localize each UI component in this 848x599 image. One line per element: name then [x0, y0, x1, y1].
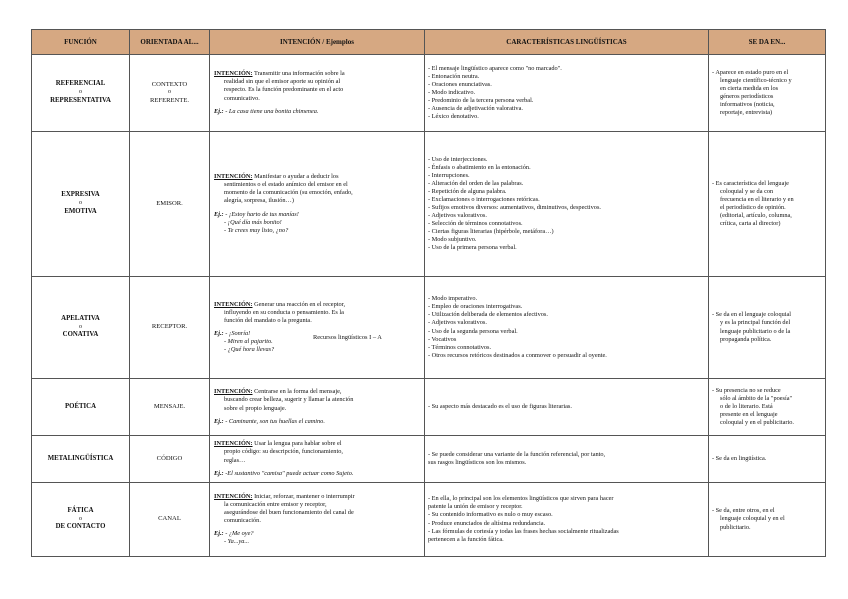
- caracteristica-item: - Uso de la segunda persona verbal.: [428, 327, 518, 335]
- intencion-cell: [210, 483, 425, 557]
- se-da-en-line: reportaje, entrevista): [720, 109, 773, 117]
- caracteristica-item: - Vocativos: [428, 335, 457, 343]
- se-da-en-cell: [709, 436, 826, 483]
- se-da-en-line: coloquial y en el publicitario.: [720, 419, 794, 427]
- caracteristicas-cell: [425, 379, 709, 436]
- header-caracteristicas: CARACTERÍSTICAS LINGÜÍSTICAS: [425, 30, 709, 55]
- se-da-en-line: publicitario.: [720, 523, 751, 531]
- caracteristicas-cell: [425, 132, 709, 277]
- funcion-cell: [32, 436, 130, 483]
- orientada-line: EMISOR.: [156, 199, 183, 207]
- funcion-cell: [32, 483, 130, 557]
- se-da-en-line: y es la principal función del: [720, 319, 791, 327]
- caracteristica-item: - Modo indicativo.: [428, 88, 476, 96]
- orientada-line: CANAL: [158, 515, 181, 523]
- caracteristica-item: - Se puede considerar una variante de la función referencial, por tanto,: [428, 450, 606, 458]
- intencion-cell: [210, 132, 425, 277]
- ejemplo-text: - ¡Estoy harto de tus manías!: [223, 210, 299, 218]
- intencion-cell: [210, 55, 425, 132]
- caracteristica-item: - Ciertas figuras literarias (hipérbole, metáfora…): [428, 228, 554, 236]
- intencion-first-line: [214, 301, 421, 309]
- se-da-en-line: sólo al ámbito de la "poesía": [720, 394, 793, 402]
- intencion-cell: [210, 436, 425, 483]
- intencion-text: Generar una reacción en el receptor,: [252, 300, 346, 308]
- funcion-line: EMOTIVA: [64, 207, 97, 215]
- caracteristica-item: - Léxico denotativo.: [428, 113, 479, 121]
- intencion-first-line: [214, 440, 421, 448]
- header-intencion: INTENCIÓN / Ejemplos: [210, 30, 425, 55]
- intencion-cell: [210, 379, 425, 436]
- caracteristica-item: patente la unión de emisor y receptor.: [428, 503, 523, 511]
- caracteristicas-cell: [425, 277, 709, 379]
- se-da-en-line: el periodístico de opinión.: [720, 204, 786, 211]
- ejemplo-text: - ¡Sonría!: [223, 330, 251, 337]
- se-da-en-line: - Es característica del lenguaje: [712, 179, 789, 187]
- se-da-en-line: lenguaje coloquial y en el: [720, 515, 785, 523]
- table-row: [32, 436, 826, 483]
- intencion-cell: [210, 277, 425, 379]
- ejemplo-label: Ej.:: [214, 107, 224, 115]
- se-da-en-line: - Se da, entre otros, en el: [712, 507, 775, 515]
- se-da-en-cell: [709, 55, 826, 132]
- ejemplo-line: - Miren al pajarito.: [224, 338, 273, 346]
- ejemplo-text: - La casa tiene una bonita chimenea.: [223, 107, 319, 115]
- se-da-en-line: en cierta medida en los: [720, 84, 779, 92]
- orientada-line: MENSAJE.: [153, 402, 186, 410]
- orientada-line: CÓDIGO: [156, 454, 183, 462]
- intencion-line: respecto. Es la función predominante en el acto: [224, 86, 344, 94]
- ejemplo-label: Ej.:: [214, 210, 224, 218]
- caracteristica-item: - Produce enunciados de altísima redundancia.: [428, 519, 546, 527]
- caracteristica-item: - Adjetivos valorativos.: [428, 319, 487, 327]
- funcion-line: FÁTICA: [67, 506, 94, 514]
- table-row: [32, 379, 826, 436]
- se-da-en-line: presente en el lenguaje: [720, 411, 778, 419]
- ejemplo-first-line: [214, 470, 421, 478]
- caracteristica-item: - Utilización deliberada de elementos afectivos.: [428, 311, 548, 319]
- orientada-cell: [130, 132, 210, 277]
- intencion-line: momento de la comunicación (su emoción, enfado,: [224, 189, 353, 197]
- intencion-line: comunicativo.: [224, 94, 260, 102]
- se-da-en-line: lenguaje científico-técnico y: [720, 76, 792, 84]
- intencion-label: INTENCIÓN:: [214, 388, 253, 396]
- header-se-da-en: SE DA EN...: [709, 30, 826, 55]
- funcion-line: POÉTICA: [65, 402, 96, 410]
- se-da-en-line: o de lo literario. Está: [720, 402, 773, 410]
- se-da-en-line: lenguaje publicitario o de la: [720, 327, 791, 335]
- caracteristica-item: - Sufijos emotivos diversos: aumentativos, diminutivos, despectivos.: [428, 204, 601, 211]
- intencion-line: sentimientos o el estado anímico del emisor en el: [224, 181, 348, 189]
- orientada-line: CONTEXTO: [151, 80, 188, 88]
- caracteristica-item: - Modo subjuntivo.: [428, 236, 477, 244]
- caracteristica-item: - Predominio de la tercera persona verbal.: [428, 97, 534, 105]
- funcion-cell: [32, 277, 130, 379]
- overlapping-footer-text: Recursos lingüísticos I – A: [313, 334, 382, 341]
- funcion-line: DE CONTACTO: [55, 523, 106, 531]
- intencion-line: buscando crear belleza, sugerir y llamar la atención: [224, 396, 354, 404]
- intencion-first-line: [214, 173, 421, 181]
- se-da-en-line: propaganda política.: [720, 335, 772, 343]
- caracteristicas-cell: [425, 436, 709, 483]
- se-da-en-cell: [709, 379, 826, 436]
- orientada-line: REFERENTE.: [149, 96, 189, 104]
- caracteristica-item: - Ausencia de adjetivación valorativa.: [428, 105, 523, 113]
- intencion-label: INTENCIÓN:: [214, 440, 253, 448]
- ejemplo-first-line: [214, 211, 421, 219]
- orientada-line: o: [168, 89, 171, 96]
- intencion-label: INTENCIÓN:: [214, 173, 253, 181]
- table-row: [32, 55, 826, 132]
- caracteristica-item: - Su aspecto más destacado es el uso de figuras literarias.: [428, 402, 572, 410]
- caracteristica-item: sus rasgos lingüísticos son los mismos.: [428, 459, 527, 466]
- intencion-line: sobre el propio lenguaje.: [224, 404, 287, 412]
- funcion-line: REPRESENTATIVA: [50, 96, 111, 104]
- funcion-line: APELATIVA: [61, 314, 100, 322]
- intencion-line: asegurándose del buen funcionamiento del canal de: [224, 508, 354, 516]
- caracteristicas-cell: [425, 55, 709, 132]
- caracteristica-item: - Oraciones enunciativas.: [428, 80, 492, 88]
- intencion-line: propio código: su descripción, funcionamiento,: [224, 448, 343, 456]
- caracteristica-item: - Las fórmulas de cortesía y todas las frases hechas socialmente ritualizadas: [428, 527, 619, 535]
- intencion-line: reglas…: [224, 456, 246, 464]
- intencion-text: Transmitir una información sobre la: [252, 70, 345, 78]
- funcion-line: METALINGÜÍSTICA: [47, 454, 114, 462]
- intencion-line: la comunicación entre emisor y receptor,: [224, 500, 327, 508]
- caracteristica-item: - Selección de términos connotativos.: [428, 220, 523, 228]
- ejemplo-line: - Ya...ya...: [224, 538, 250, 546]
- ejemplo-label: Ej.:: [214, 417, 224, 425]
- caracteristica-item: - Exclamaciones o interrogaciones retóricas.: [428, 195, 540, 203]
- intencion-text: Usar la lengua para hablar sobre el: [252, 440, 342, 448]
- funcion-line: o: [79, 323, 82, 330]
- intencion-line: función del mandato o la pregunta.: [224, 316, 312, 324]
- se-da-en-line: - Se da en el lenguaje coloquial: [712, 311, 792, 319]
- se-da-en-line: - Se da en lingüística.: [712, 454, 767, 462]
- caracteristicas-cell: [425, 483, 709, 557]
- funcion-line: o: [79, 200, 82, 207]
- ejemplo-label: Ej.:: [214, 330, 224, 337]
- caracteristica-item: - Su contenido informativo es nulo o muy escaso.: [428, 511, 553, 519]
- header-orientada: ORIENTADA AL...: [130, 30, 210, 55]
- caracteristica-item: - Otros recursos retóricos destinados a conmover o persuadir al oyente.: [428, 351, 607, 359]
- orientada-cell: [130, 277, 210, 379]
- funcion-line: EXPRESIVA: [61, 191, 100, 199]
- orientada-line: RECEPTOR.: [151, 323, 188, 331]
- ejemplo-text: -El sustantivo "camisa" puede actuar como Sujeto.: [223, 469, 354, 477]
- functions-table: [31, 29, 826, 557]
- table-row: [32, 483, 826, 557]
- intencion-text: Manifestar o ayudar a deducir los: [252, 173, 339, 181]
- caracteristica-item: - Uso de la primera persona verbal.: [428, 244, 517, 252]
- intencion-line: alegría, sorpresa, ilusión…): [224, 197, 294, 205]
- se-da-en-line: coloquial y se da con: [720, 187, 774, 195]
- ejemplo-line: - Te crees muy listo, ¿no?: [224, 226, 289, 234]
- intencion-label: INTENCIÓN:: [214, 300, 253, 308]
- funcion-cell: [32, 132, 130, 277]
- intencion-first-line: [214, 493, 421, 501]
- table-row: [32, 277, 826, 379]
- se-da-en-line: (editorial, artículo, columna,: [720, 212, 792, 220]
- header-funcion: FUNCIÓN: [32, 30, 130, 55]
- funcion-cell: [32, 379, 130, 436]
- intencion-line: influyendo en su conducta o pensamiento. Es la: [224, 308, 344, 316]
- ejemplo-text: - ¿Me oye?: [223, 530, 254, 538]
- ejemplo-label: Ej.:: [214, 530, 224, 538]
- caracteristica-item: - El mensaje lingüístico aparece como "no marcado".: [428, 64, 562, 72]
- se-da-en-cell: [709, 277, 826, 379]
- intencion-first-line: [214, 70, 421, 78]
- ejemplo-line: - ¡Qué día más bonito!: [224, 218, 282, 226]
- se-da-en-cell: [709, 132, 826, 277]
- caracteristica-item: - Adjetivos valorativos.: [428, 212, 487, 220]
- se-da-en-line: crítica, carta al director): [720, 220, 781, 228]
- intencion-first-line: [214, 388, 421, 396]
- caracteristica-item: - Empleo de oraciones interrogativas.: [428, 303, 523, 311]
- orientada-cell: [130, 55, 210, 132]
- funcion-cell: [32, 55, 130, 132]
- orientada-cell: [130, 379, 210, 436]
- header-row: [32, 30, 826, 55]
- se-da-en-line: informativos (noticia,: [720, 101, 775, 109]
- intencion-line: comunicación.: [224, 517, 261, 524]
- ejemplo-text: - Caminante, son tus huellas el camino.: [223, 417, 325, 425]
- ejemplo-first-line: [214, 108, 421, 116]
- orientada-cell: [130, 483, 210, 557]
- se-da-en-line: géneros periodísticos: [720, 93, 774, 100]
- se-da-en-line: - Aparece en estado puro en el: [712, 68, 789, 76]
- caracteristica-item: - Interrupciones.: [428, 171, 470, 179]
- funcion-line: o: [79, 89, 82, 96]
- caracteristica-item: - Repetición de alguna palabra.: [428, 187, 507, 195]
- funcion-line: CONATIVA: [62, 331, 99, 339]
- table-row: [32, 132, 826, 277]
- intencion-label: INTENCIÓN:: [214, 492, 253, 500]
- funcion-line: o: [79, 515, 82, 522]
- ejemplo-first-line: [214, 418, 421, 426]
- intencion-text: Centrarse en la forma del mensaje,: [252, 388, 342, 396]
- caracteristica-item: - Énfasis o abatimiento en la entonación.: [428, 163, 531, 171]
- caracteristica-item: pertenecen a la función fática.: [428, 535, 504, 543]
- caracteristica-item: - Términos connotativos.: [428, 343, 492, 351]
- se-da-en-line: - Su presencia no se reduce: [712, 386, 781, 394]
- intencion-text: Iniciar, reforzar, mantener o interrumpir: [252, 492, 355, 500]
- ejemplo-label: Ej.:: [214, 469, 224, 477]
- se-da-en-line: frecuencia en el literario y en: [720, 195, 794, 203]
- ejemplo-line: - ¿Qué hora llevas?: [224, 346, 275, 354]
- orientada-cell: [130, 436, 210, 483]
- caracteristica-item: - Entonación neutra.: [428, 72, 480, 80]
- intencion-label: INTENCIÓN:: [214, 70, 253, 78]
- caracteristica-item: - Modo imperativo.: [428, 295, 478, 303]
- caracteristica-item: - Alteración del orden de las palabras.: [428, 179, 524, 187]
- caracteristica-item: - En ella, lo principal son los elementos lingüísticos que sirven para hacer: [428, 495, 614, 503]
- caracteristica-item: - Uso de interjecciones.: [428, 155, 488, 163]
- se-da-en-cell: [709, 483, 826, 557]
- intencion-line: realidad sin que el emisor aporte su opinión al: [224, 78, 341, 86]
- funcion-line: REFERENCIAL: [55, 80, 106, 88]
- ejemplo-first-line: [214, 530, 421, 538]
